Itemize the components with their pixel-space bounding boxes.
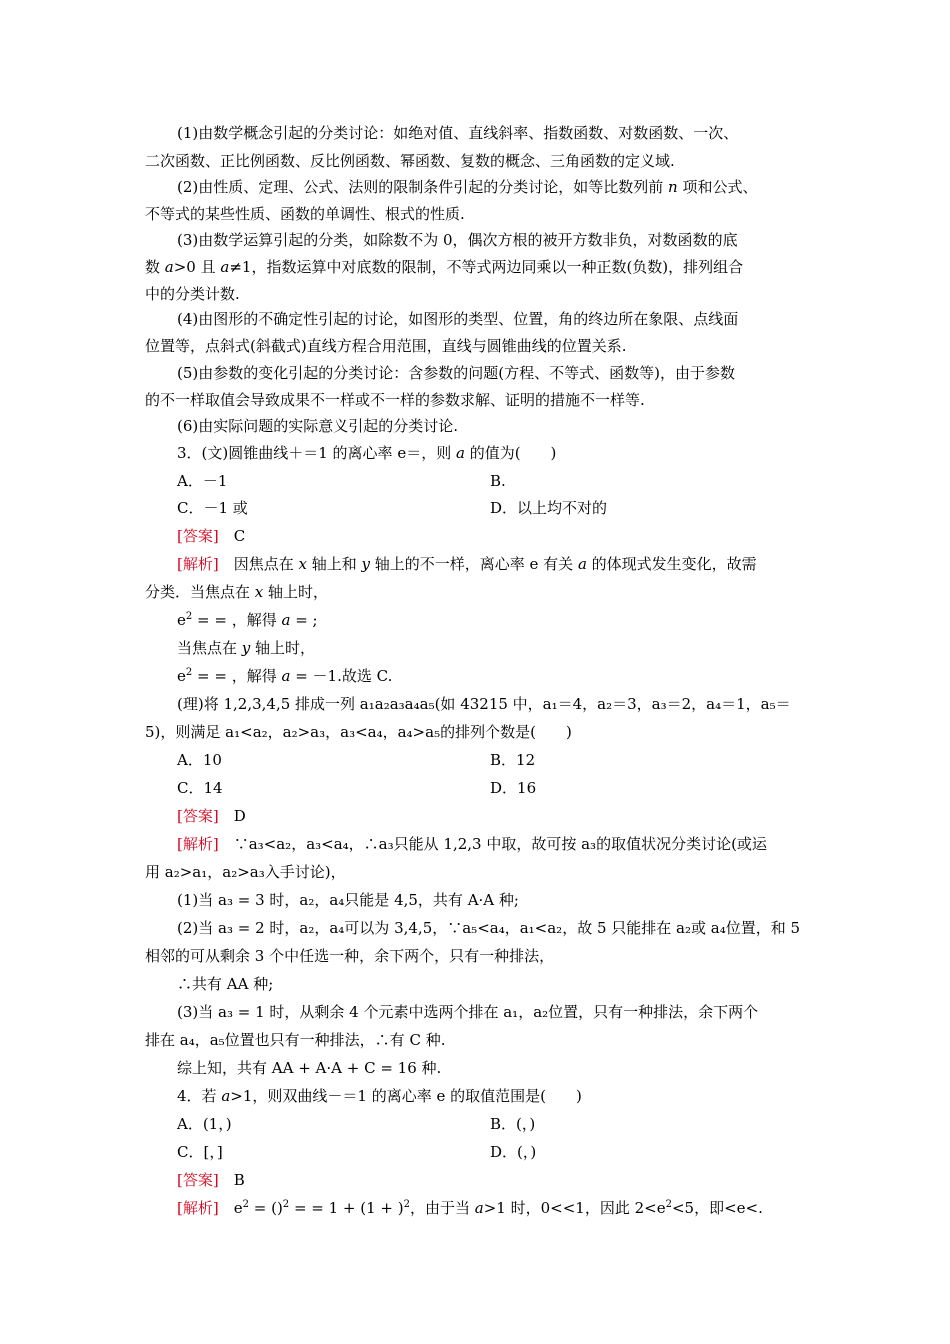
q3l-analysis-line-1 <box>177 834 842 854</box>
q3l-analysis-line-2: 用 a₂>a₁，a₂>a₃入手讨论)， <box>145 863 346 881</box>
text-run: 轴上时， <box>250 639 316 657</box>
para-1-line-1: (1)由数学概念引起的分类讨论：如绝对值、直线斜率、指数函数、对数函数、一次、 <box>177 124 739 142</box>
q4-option-a: A．(1，) <box>177 1115 232 1133</box>
text-run: = ; <box>290 611 318 629</box>
q3-option-c: C．－1 或 <box>177 499 248 517</box>
q3-analysis-line-1 <box>177 554 842 574</box>
q3l-answer <box>177 806 842 826</box>
text-run: ∵a₃<a₂，a₃<a₄，∴a₃只能从 1,2,3 中取，故可按 a₃的取值状况分类讨论(或运 <box>218 835 767 853</box>
text-run: 分类．当焦点在 <box>145 583 255 601</box>
superscript: 2 <box>665 1199 672 1210</box>
text-run: 当焦点在 <box>177 639 242 657</box>
q3l-option-a: A．10 <box>177 751 222 769</box>
para-5-line-1: (5)由参数的变化引起的分类讨论：含参数的问题(方程、不等式、函数等)，由于参数 <box>177 364 735 382</box>
q3-options-row-2 <box>177 498 842 518</box>
var-y: y <box>241 639 251 657</box>
q4-answer <box>177 1170 842 1190</box>
para-4-line-2: 位置等，点斜式(斜截式)直线方程合用范围，直线与圆锥曲线的位置关系. <box>145 337 627 355</box>
var-a: a <box>577 555 587 573</box>
q3l-options-row-1 <box>177 750 842 770</box>
text-run: = = ，解得 <box>192 667 282 685</box>
text-run: 因焦点在 <box>218 555 299 573</box>
answer-value: D <box>218 807 246 825</box>
superscript: 2 <box>282 1199 290 1210</box>
q3-option-a: A．－1 <box>177 472 228 490</box>
analysis-tag: [解析] <box>177 1199 219 1217</box>
text-run: 的值为( ) <box>464 444 557 462</box>
answer-tag: [答案] <box>177 807 219 825</box>
q3l-analysis-line-3: (1)当 a₃ = 3 时，a₂，a₄只能是 4,5，共有 A·A 种; <box>177 891 519 909</box>
q3l-option-c: C．14 <box>177 779 223 797</box>
q3l-stem-line-1: (理)将 1,2,3,4,5 排成一列 a₁a₂a₃a₄a₅(如 43215 中，a₁＝4，a₂＝3，a₃＝2，a₄＝1，a₅＝ <box>177 695 791 713</box>
text-run: (2)由性质、定理、公式、法则的限制条件引起的分类讨论，如等比数列前 <box>177 178 669 196</box>
q3l-analysis-line-7: (3)当 a₃ = 1 时，从剩余 4 个元素中选两个排在 a₁，a₂位置，只有一种排法，余下两个 <box>177 1003 759 1021</box>
text-run: 轴上和 <box>306 555 362 573</box>
q3l-analysis-line-6: ∴共有 AA 种; <box>177 975 274 993</box>
q3-analysis-line-4 <box>177 638 842 658</box>
answer-tag: [答案] <box>177 527 219 545</box>
q4-options-row-1 <box>177 1114 842 1134</box>
var-a: a <box>281 611 291 629</box>
q3l-analysis-line-4: (2)当 a₃ = 2 时，a₂，a₄可以为 3,4,5，∵a₅<a₄，a₁<a₂，故 5 只能排在 a₂或 a₄位置，和 5 <box>177 919 801 937</box>
para-3-line-2 <box>145 257 810 277</box>
text-run: = () <box>248 1199 283 1217</box>
var-a: a <box>281 667 291 685</box>
var-a: a <box>455 444 465 462</box>
q4-stem <box>177 1086 842 1106</box>
q4-analysis <box>177 1198 842 1218</box>
var-x: x <box>254 583 264 601</box>
text-run: >1 时，0<<1，因此 2<e <box>483 1199 666 1217</box>
analysis-tag: [解析] <box>177 835 219 853</box>
text-run: = = 1 + (1 + ) <box>289 1199 404 1217</box>
para-2-line-1 <box>177 177 842 197</box>
analysis-tag: [解析] <box>177 555 219 573</box>
q3-analysis-line-3 <box>177 610 842 630</box>
text-run: ，由于当 <box>410 1199 475 1217</box>
q4-options-row-2 <box>177 1142 842 1162</box>
q3-option-d: D．以上均不对的 <box>490 499 608 517</box>
var-a: a <box>474 1199 484 1217</box>
para-2-line-2: 不等式的某些性质、函数的单调性、根式的性质. <box>145 205 465 223</box>
para-3-line-3: 中的分类计数. <box>145 285 240 303</box>
q3l-stem-line-2: 5)，则满足 a₁<a₂，a₂>a₃，a₃<a₄，a₄>a₅的排列个数是( ) <box>145 723 572 741</box>
text-run: = = ，解得 <box>192 611 282 629</box>
q3-analysis-line-2 <box>145 582 810 602</box>
text-run: 项和公式、 <box>677 178 758 196</box>
superscript: 2 <box>242 1199 249 1210</box>
text-run: 的体现式发生变化，故需 <box>586 555 757 573</box>
superscript: 2 <box>403 1199 410 1210</box>
answer-value: B <box>218 1171 245 1189</box>
text-run: e <box>177 667 186 685</box>
q4-option-b: B．(，) <box>490 1115 536 1133</box>
text-run: e <box>177 611 186 629</box>
q3-analysis-line-5 <box>177 666 842 686</box>
q3-answer <box>177 526 842 546</box>
superscript: 2 <box>185 611 193 622</box>
q4-option-d: D．(，) <box>490 1143 537 1161</box>
text-run: 轴上的不一样，离心率 e 有关 <box>370 555 578 573</box>
q3l-analysis-line-5: 相邻的可从剩余 3 个中任选一种，余下两个，只有一种排法， <box>145 947 555 965</box>
var-y: y <box>361 555 370 573</box>
answer-tag: [答案] <box>177 1171 219 1189</box>
var-a: a <box>221 1087 231 1105</box>
para-1-line-2: 二次函数、正比例函数、反比例函数、幂函数、复数的概念、三角函数的定义域. <box>145 152 675 170</box>
q3-option-b: B. <box>490 472 506 490</box>
text-run: 轴上时， <box>263 583 329 601</box>
var-x: x <box>298 555 307 573</box>
text-run: = －1.故选 C. <box>290 667 393 685</box>
var-a: a <box>220 258 230 276</box>
text-run: ≠1，指数运算中对底数的限制，不等式两边同乘以一种正数(负数)，排列组合 <box>229 258 744 276</box>
para-4-line-1: (4)由图形的不确定性引起的讨论，如图形的类型、位置，角的终边所在象限、点线面 <box>177 310 739 328</box>
text-run: 4．若 <box>177 1087 222 1105</box>
para-3-line-1: (3)由数学运算引起的分类，如除数不为 0，偶次方根的被开方数非负，对数函数的底 <box>177 231 738 249</box>
para-5-line-2: 的不一样取值会导致成果不一样或不一样的参数求解、证明的措施不一样等. <box>145 391 645 409</box>
text-run: 数 <box>145 258 165 276</box>
text-run: >1，则双曲线－＝1 的离心率 e 的取值范围是( ) <box>230 1087 582 1105</box>
q3l-options-row-2 <box>177 778 842 798</box>
q3l-option-d: D．16 <box>490 779 537 797</box>
q3-stem <box>177 443 842 463</box>
text-run: >0 且 <box>173 258 221 276</box>
var-a: a <box>164 258 174 276</box>
var-n: n <box>668 178 678 196</box>
q3l-option-b: B．12 <box>490 751 536 769</box>
q3-options-row-1 <box>177 471 842 491</box>
q4-option-c: C．[，] <box>177 1143 223 1161</box>
superscript: 2 <box>185 667 193 678</box>
q3l-analysis-line-8: 排在 a₄，a₅位置也只有一种排法，∴有 C 种. <box>145 1031 446 1049</box>
q3l-analysis-line-9: 综上知，共有 AA + A·A + C = 16 种. <box>177 1059 442 1077</box>
text-run: e <box>218 1199 243 1217</box>
answer-value: C <box>218 527 246 545</box>
text-run: <5，即<e<. <box>671 1199 763 1217</box>
text-run: 3．(文)圆锥曲线＋＝1 的离心率 e＝，则 <box>177 444 456 462</box>
para-6-line-1: (6)由实际问题的实际意义引起的分类讨论. <box>177 417 459 435</box>
